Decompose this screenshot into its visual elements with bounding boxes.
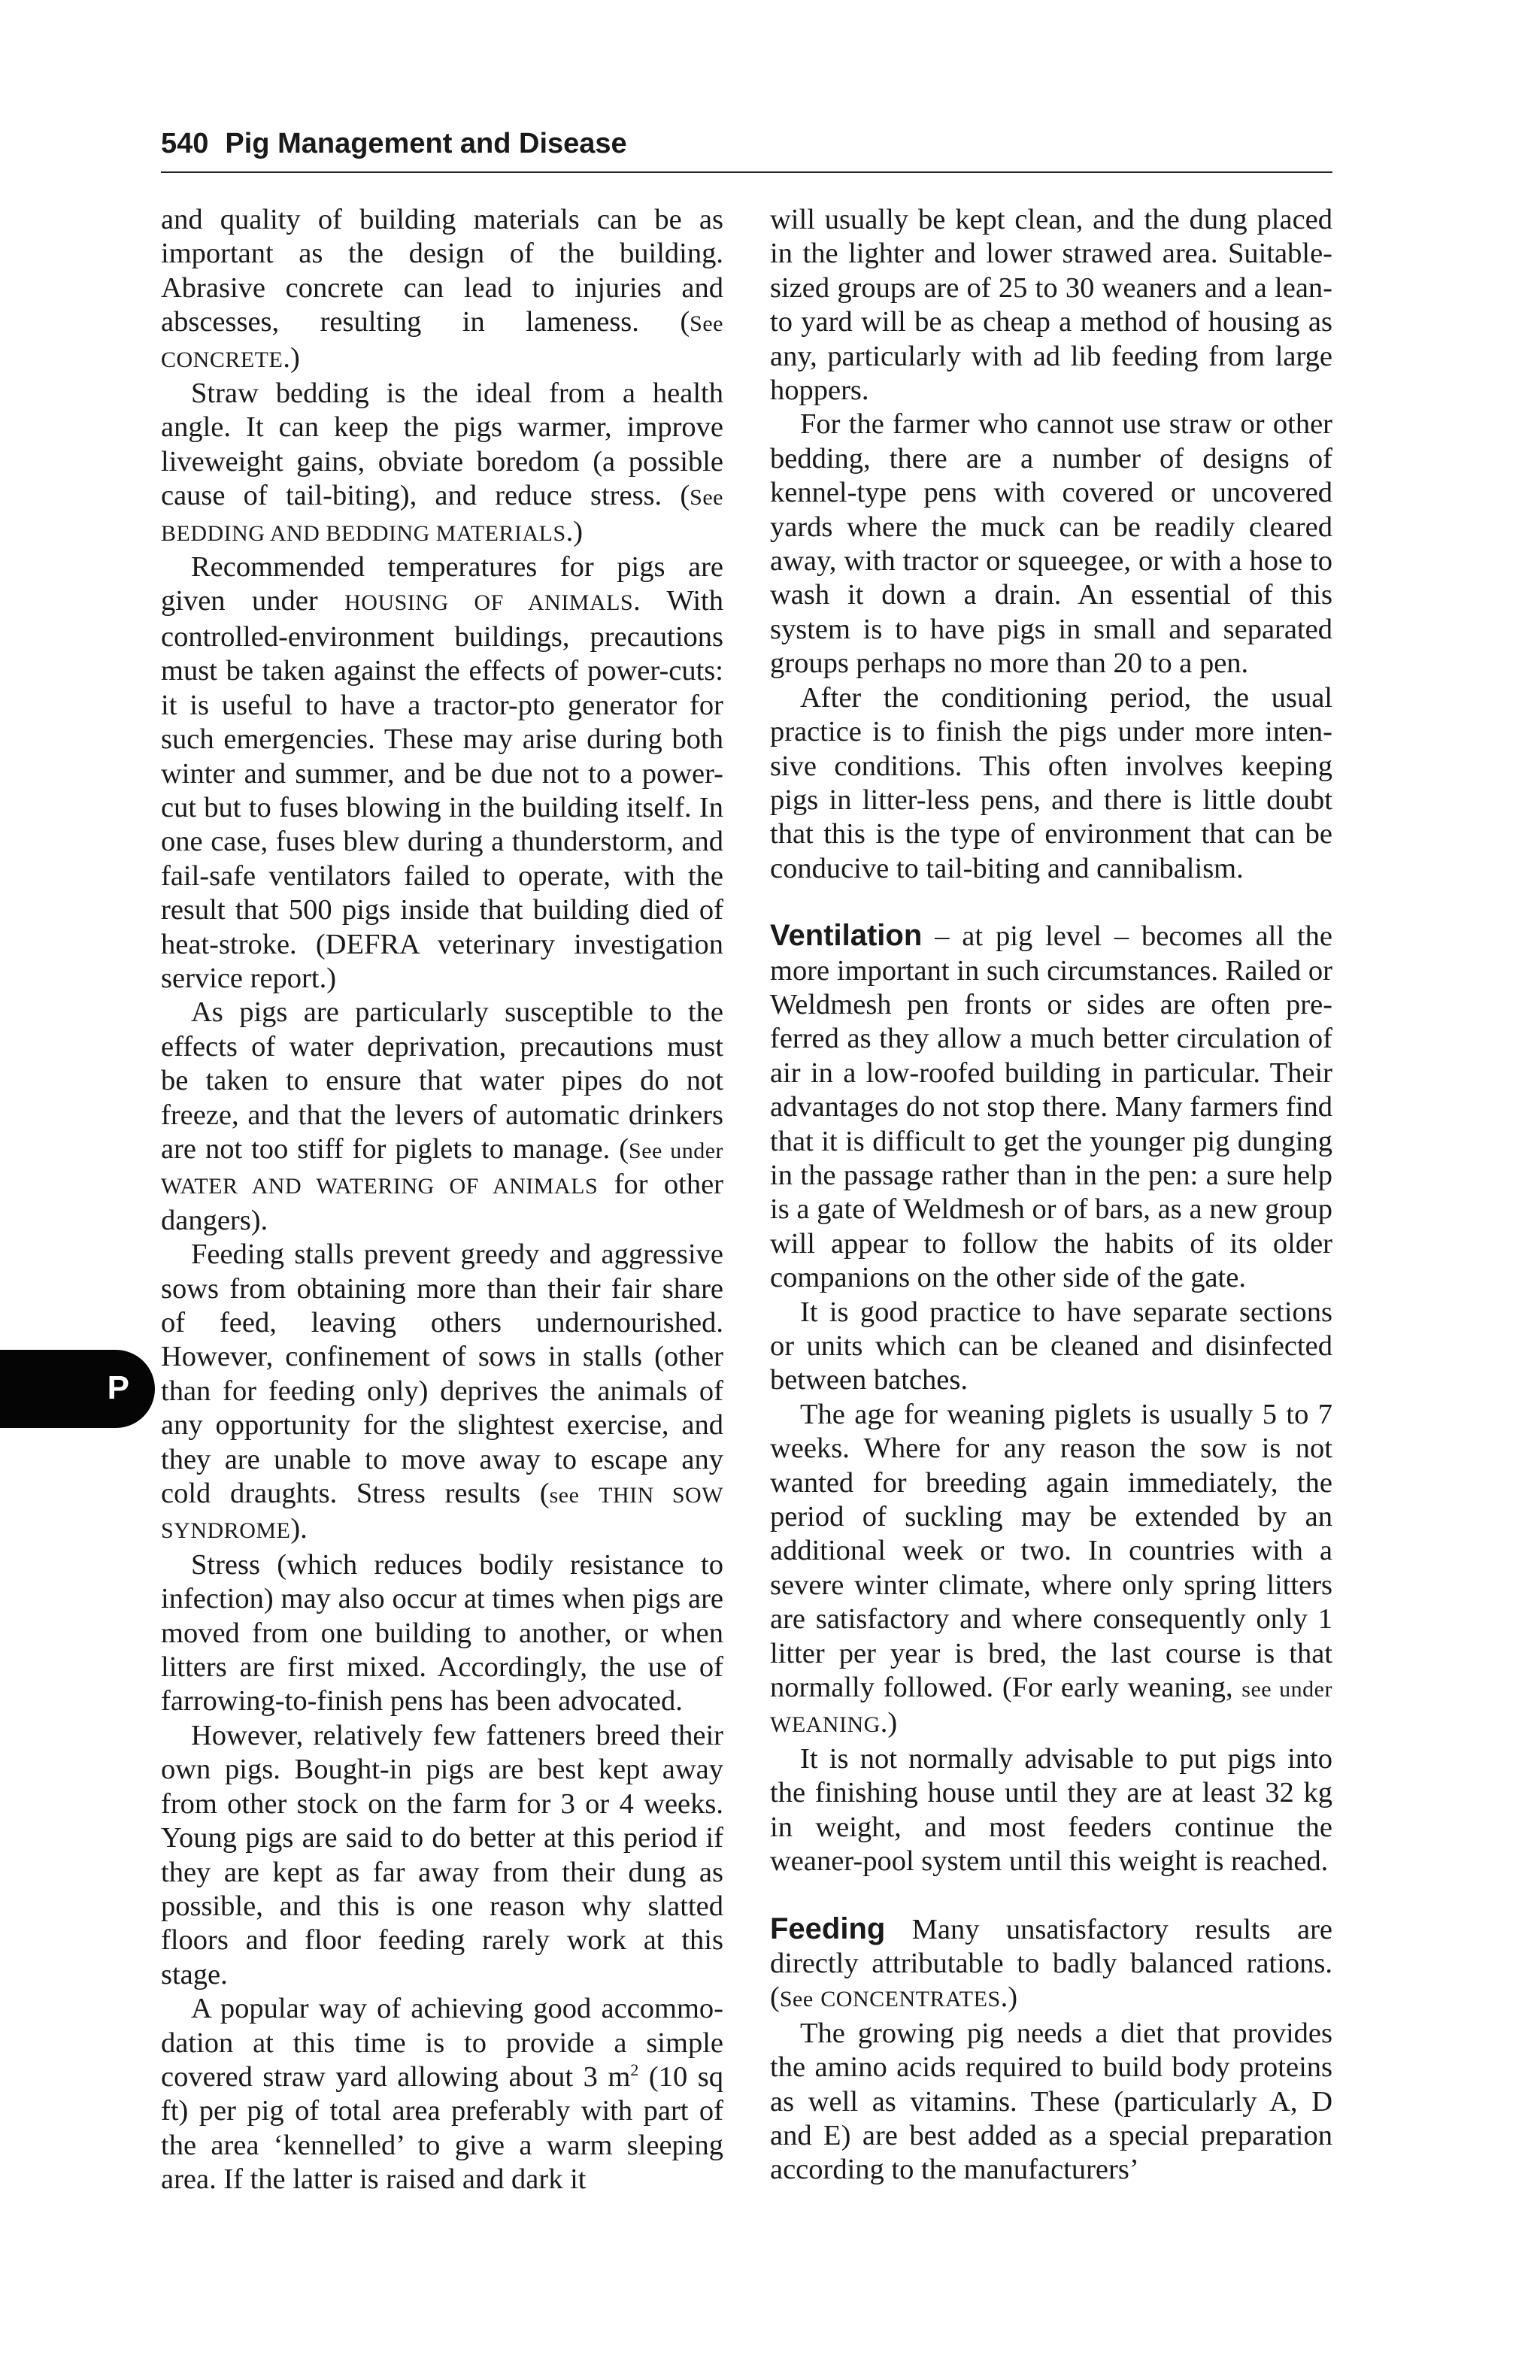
paragraph: For the farmer who cannot use straw or other bedding, there are a number of designs of kennel-type pens with covered or uncovered yards where the muck can be readily cleared away, with tractor or squeegee, or with a hose to wash it down a drain. An essential of this system is to have pigs in small and separated groups perhaps no more than 20 to a pen. [770,408,1332,680]
paragraph: Ventilation – at pig level – becomes all the more important in such circumstances. Railed or Weldmesh pen fronts or sides are often preferred as they allow a much better circulation of air in a low-roofed building in particular. Their advantages do not stop there. Many farmers find that it is difficult to get the younger pig dunging in the passage rather than in the pen: a sure help is a gate of Weldmesh or of bars, as a new group will appear to follow the habits of its older companions on the other side of the gate. [770,919,1332,1294]
paragraph: Recommended temperatures for pigs are given under HOUSING OF ANIMALS. With controlled-environment buildings, precautions must be taken against the effects of power-cuts: it is useful to have a tractor-pto generator for such emergencies. These may arise during both winter and summer, and be due not to a power-cut but to fuses blowing in the building itself. In one case, fuses blew during a thunderstorm, and fail-safe ventilators failed to operate, with the result that 500 pigs inside that building died of heat-stroke. (DEFRA veterinary investigation service report.) [161,551,724,994]
cross-reference: HOUSING OF ANIMALS [344,590,634,616]
paragraph: It is good practice to have separate sections or units which can be cleaned and disinfected between batches. [770,1296,1332,1396]
cross-reference: CONCRETE [161,347,283,372]
paragraph: The growing pig needs a diet that provides the amino acids required to build body proteins as well as vitamins. These (particularly A, D and E) are best added as a special preparation according to the manufacturers’ [770,2017,1332,2186]
paragraph: Stress (which reduces bodily resistance to infection) may also occur at times when pigs are moved from one building to another, or when litters are first mixed. Accordingly, the use of farrowing-to-finish pens has been advocated. [161,1548,723,1718]
cross-reference: BEDDING AND BEDDING MATERIALS [161,520,566,546]
paragraph: will usually be kept clean, and the dung placed in the lighter and lower strawed area. Suitable-sized groups are of 25 to 30 weaners and a lean-to yard will be as cheap a method of housing as any, particularly with ad lib feeding from large hoppers. [770,204,1332,407]
section-thumb-letter: P [107,1369,129,1406]
running-title: Pig Management and Disease [225,128,627,159]
paragraph: A popular way of achieving good accommodation at this time is to provide a simple covered straw yard allowing about 3 $m^2$ (10 sq ft) per pig of total area preferably with part of the area ‘kennelled’ to give a warm sleeping area. If the latter is raised and dark it [161,1993,723,2196]
paragraph: Feeding stalls prevent greedy and aggressive sows from obtaining more than their fair share of feed, leaving others undernourished. However, confinement of sows in stalls (other than for feeding only) deprives the animals of any opportunity for the slightest exercise, and they are unable to move away to escape any cold draughts. Stress results (see THIN SOW SYNDROME). [161,1239,724,1545]
left-column [161,203,723,2197]
right-column [770,203,1332,2187]
paragraph: After the conditioning period, the usual practice is to finish the pigs under more intensive conditions. This often involves keeping pigs in litter-less pens, and there is little doubt that this is the type of environment that can be conducive to tail-biting and cannibalism. [770,681,1332,884]
paragraph: It is not normally advisable to put pigs into the finishing house until they are at least 32 kg in weight, and most feeders continue the weaner-pool system until this weight is reached. [770,1742,1332,1878]
section-heading-feeding: Feeding [770,1912,886,1945]
page-number: 540 [161,128,209,159]
paragraph: However, relatively few fatteners breed their own pigs. Bought-in pigs are best kept away from other stock on the farm for 3 or 4 weeks. Young pigs are said to do better at this period if they are kept as far away from their dung as possible, and this is one reason why slatted floors and floor feeding rarely work at this stage. [161,1719,723,1990]
cross-reference: WATER AND WATERING OF ANIMALS [161,1174,599,1199]
paragraph: Feeding Many unsatisfactory results are directly attributable to badly balanced rations. (See CONCENTRATES.) [770,1912,1332,2014]
paragraph: The age for weaning piglets is usually 5 to 7 weeks. Where for any reason the sow is not wanted for breeding again immediately, the period of suckling may be extended by an additional week or two. In countries with a severe winter climate, where only spring litters are satisfactory and where consequently only 1 litter per year is bred, the last course is that normally followed. (For early weaning, see under WEANING.) [770,1398,1332,1739]
paragraph: As pigs are particularly susceptible to the effects of water deprivation, precautions must be taken to ensure that water pipes do not freeze, and that the levers of automatic drinkers are not too stiff for piglets to manage. (See under WATER AND WATERING OF ANIMALS for other dangers). [161,996,724,1236]
paragraph: and quality of building materials can be as important as the design of the building. Abrasive concrete can lead to injuries and abscesses, resulting in lameness. (See CONCRETE.) [161,204,723,374]
cross-reference: CONCENTRATES [820,1987,1001,2012]
cross-reference: THIN SOW SYNDROME [161,1483,724,1544]
paragraph: Straw bedding is the ideal from a health angle. It can keep the pigs warmer, improve liveweight gains, obviate boredom (a possible cause of tail-biting), and reduce stress. (See BEDDING AND BEDDING MATERIALS.) [161,377,723,547]
section-heading-ventilation: Ventilation [770,919,923,953]
section-thumb-tab [0,1350,155,1428]
cross-reference: WEANING [770,1712,881,1738]
running-header [161,125,1332,173]
